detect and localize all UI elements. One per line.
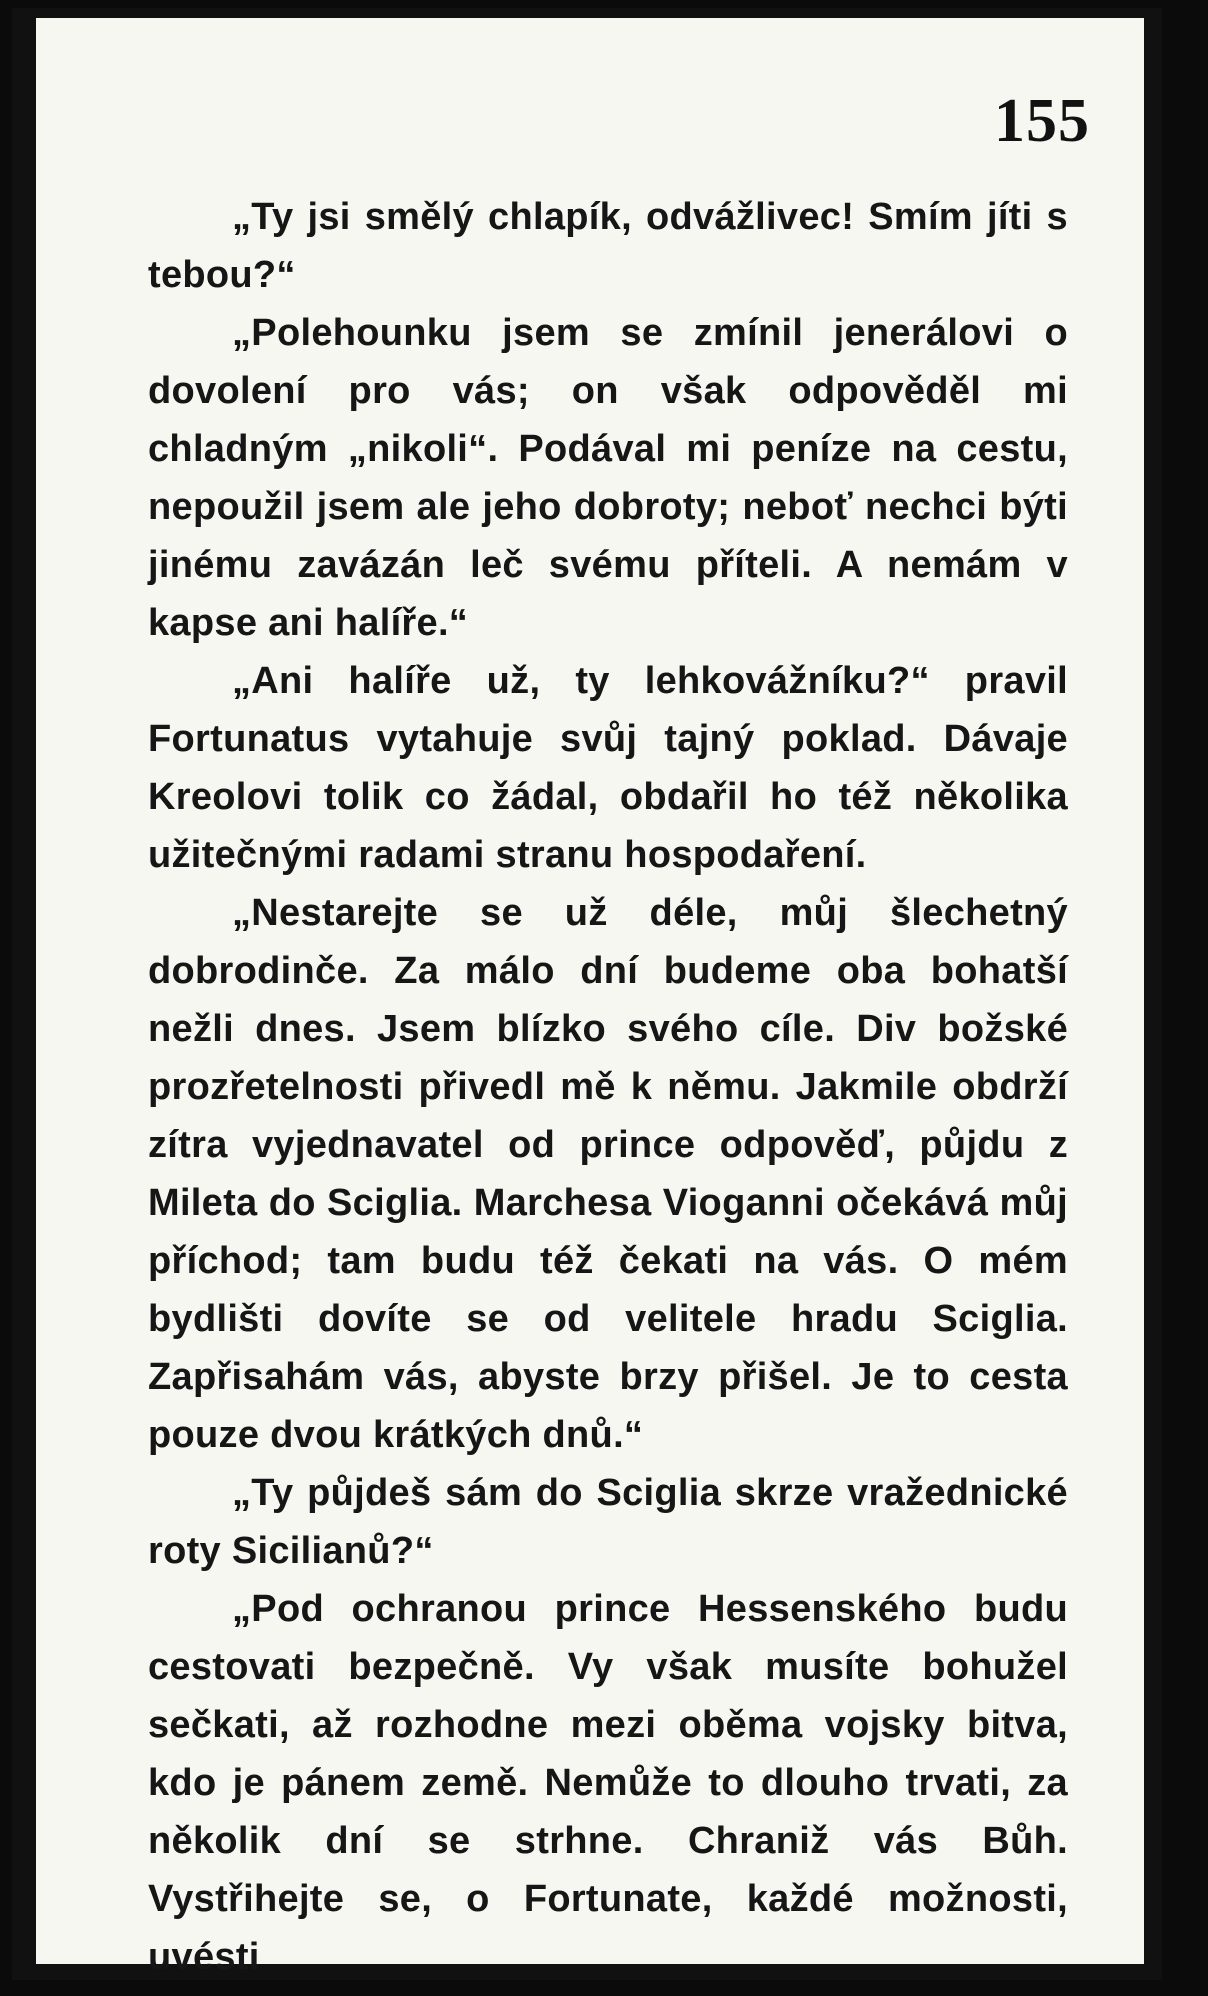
paragraph-1: „Ty jsi smělý chlapík, odvážlivec! Smím jíti s tebou?“: [148, 196, 1068, 296]
paragraph-3: „Ani halíře už, ty lehkovážníku?“ pravil Fortunatus vytahuje svůj tajný poklad. Dávaje Kreolovi tolik co žádal, obdařil ho též několika užitečnými radami stranu hospodaření.: [148, 660, 1068, 876]
page-number: 155: [994, 87, 1090, 155]
paragraph-4: „Nestarejte se už déle, můj šlechetný dobrodinče. Za málo dní budeme oba bohatší nežli dnes. Jsem blízko svého cíle. Div božské prozřetelnosti přivedl mě k němu. Jakmile obdrží zítra vyjednavatel od prince odpověď, půjdu z Mileta do Sciglia. Marchesa Vioganni očekává můj příchod; tam budu též čekati na vás. O mém bydlišti dovíte se od velitele hradu Sciglia. Zapřisahám vás, abyste brzy přišel. Je to cesta pouze dvou krátkých dnů.“: [148, 892, 1068, 1456]
paragraph-5: „Ty půjdeš sám do Sciglia skrze vražednické roty Sicilianů?“: [148, 1472, 1068, 1572]
paragraph-2: „Polehounku jsem se zmínil jenerálovi o dovolení pro vás; on však odpověděl mi chladným „nikoli“. Podával mi peníze na cestu, nepoužil jsem ale jeho dobroty; neboť nechci býti jinému zavázán leč svému příteli. A nemám v kapse ani halíře.“: [148, 312, 1068, 644]
page-scan: [12, 8, 1162, 1980]
page-content: [148, 87, 1098, 1978]
paragraph-6: „Pod ochranou prince Hessenského budu cestovati bezpečně. Vy však musíte bohužel sečkati, až rozhodne mezi oběma vojsky bitva, kdo je pánem země. Nemůže to dlouho trvati, za několik dní se strhne. Chraniž vás Bůh. Vystřihejte se, o Fortunate, každé možnosti, uvésti: [148, 1588, 1068, 1978]
page-text-block: [148, 188, 1068, 1986]
